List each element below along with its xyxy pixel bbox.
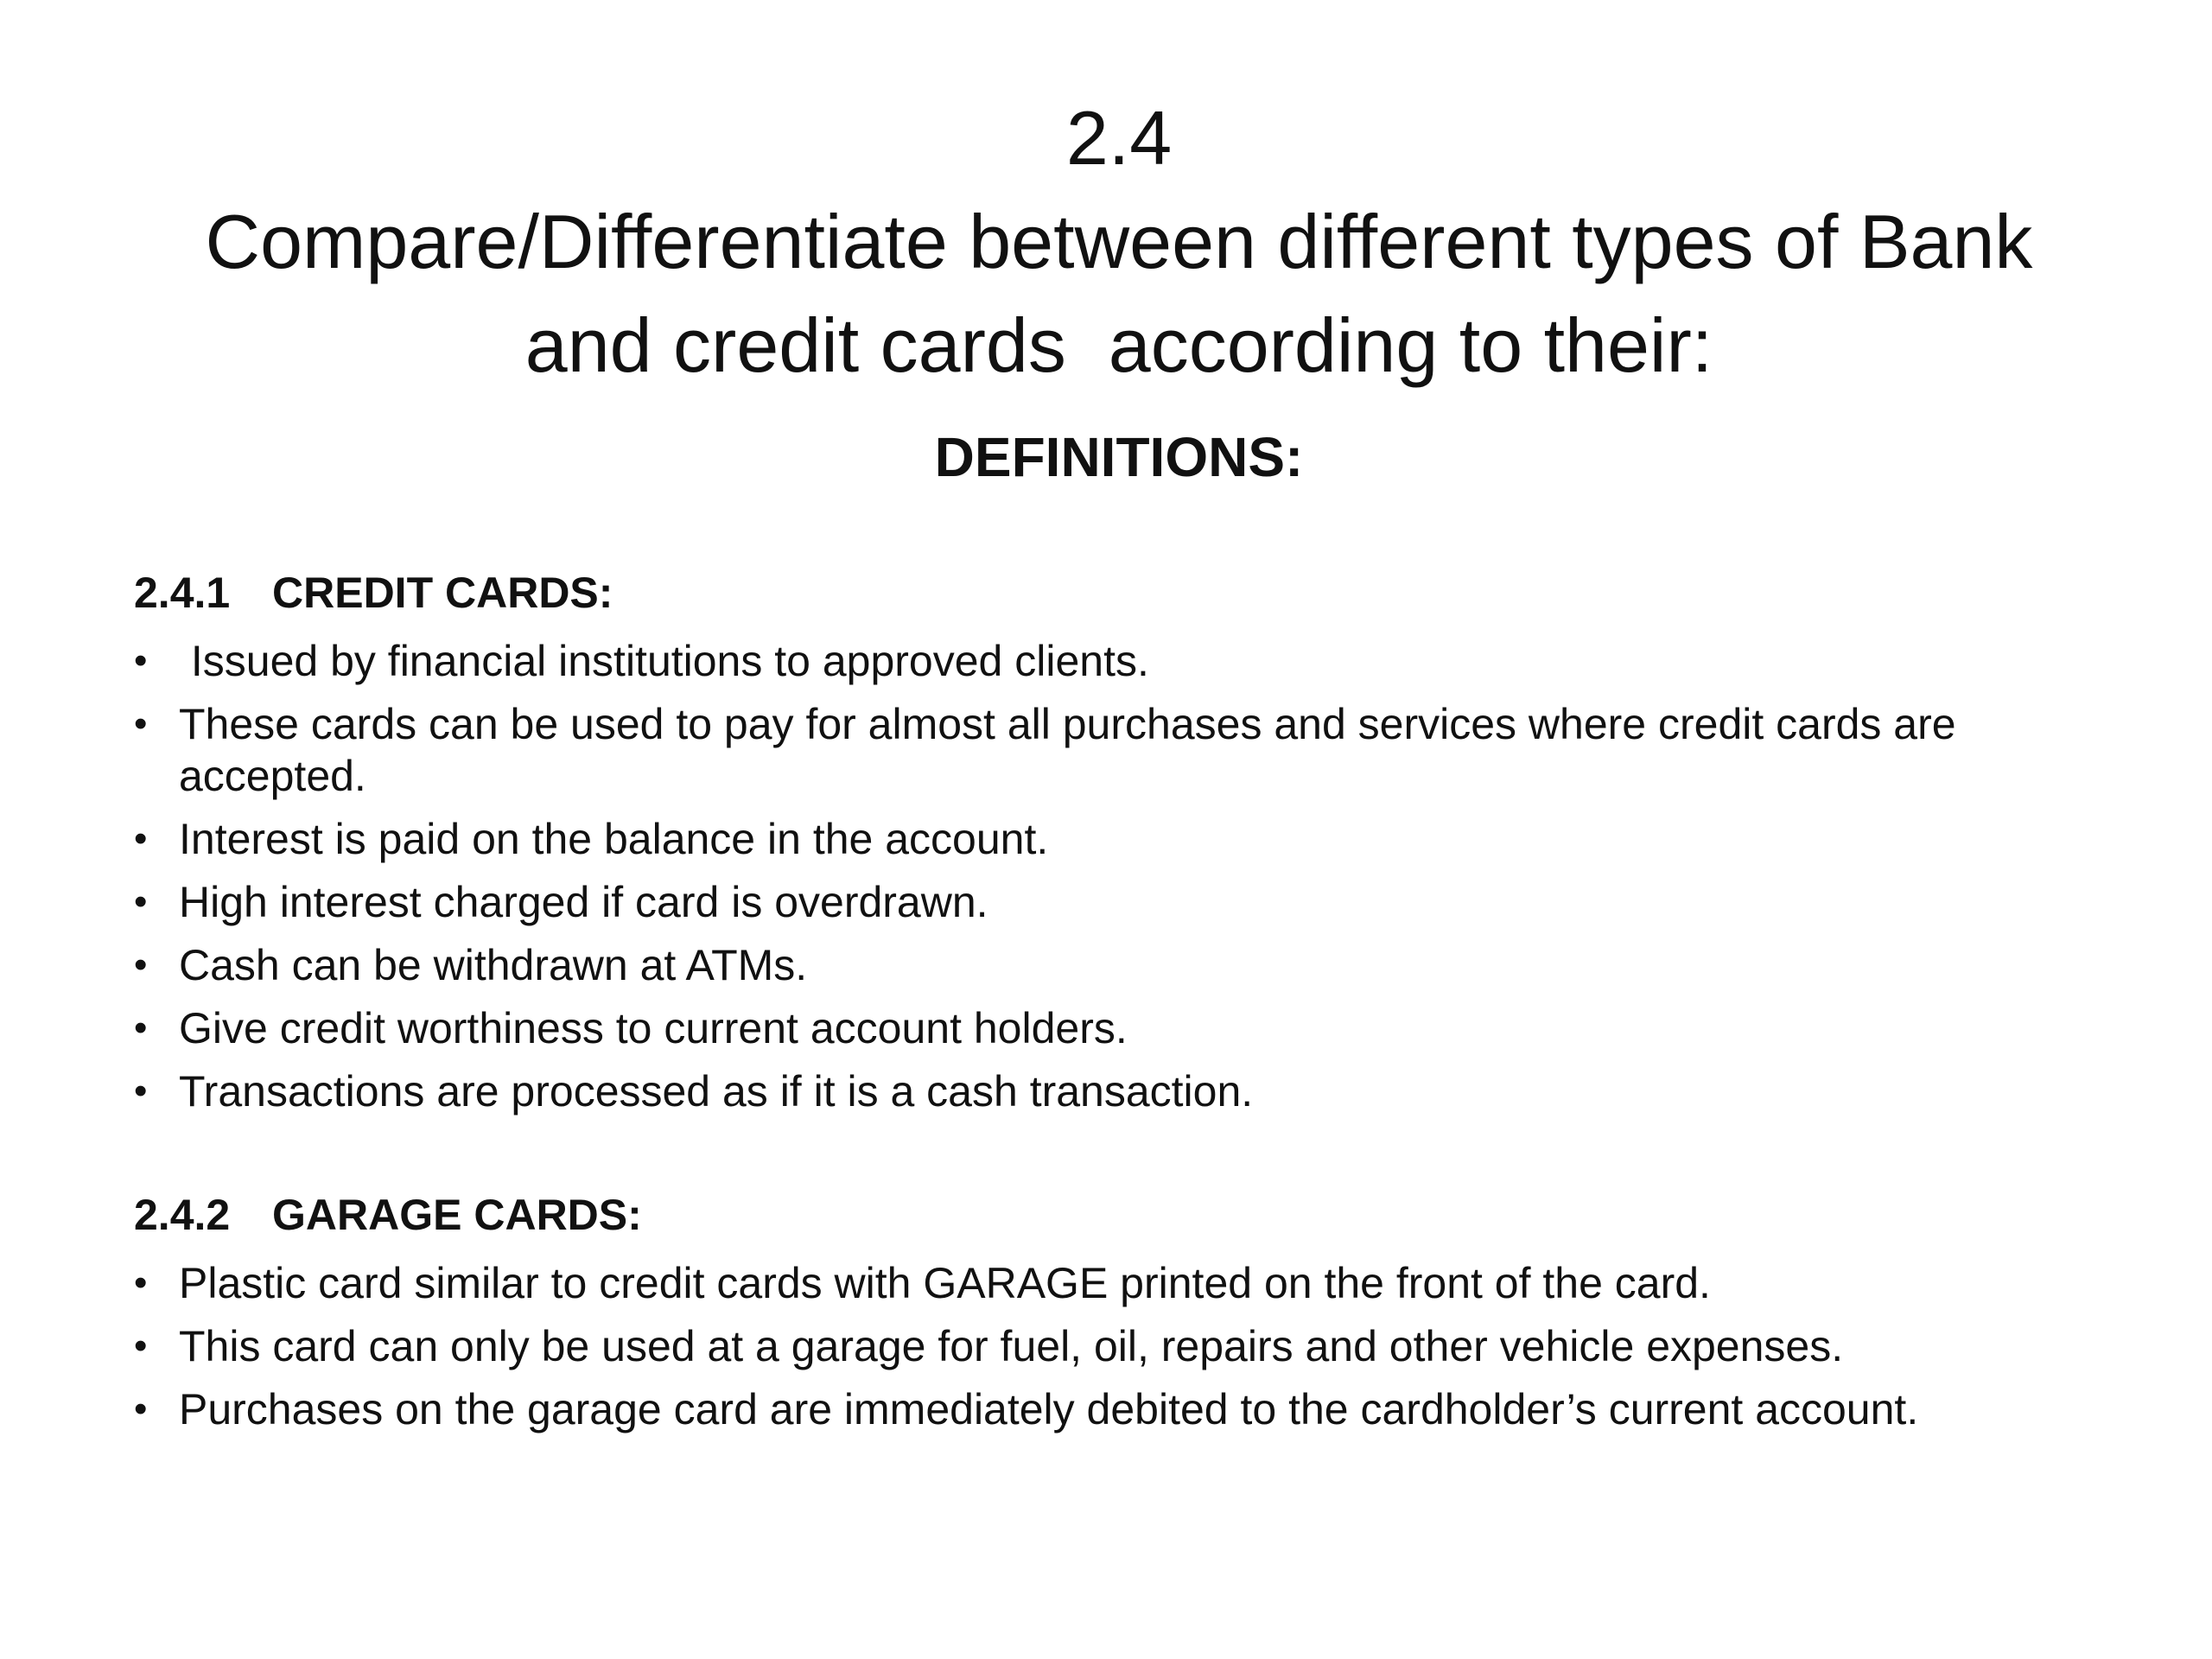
list-item: [134, 1257, 2121, 1309]
section-heading: [134, 1184, 2121, 1246]
bullet-list: [134, 1257, 2121, 1435]
bullet-icon: •: [134, 880, 148, 923]
list-item-text: Interest is paid on the balance in the account.: [179, 815, 1049, 863]
definitions-heading: DEFINITIONS:: [934, 426, 1304, 488]
bullet-icon: •: [134, 1388, 148, 1430]
list-item-text: This card can only be used at a garage for fuel, oil, repairs and other vehicle expenses.: [179, 1322, 1844, 1370]
list-item-text: Cash can be withdrawn at ATMs.: [179, 941, 808, 989]
bullet-icon: •: [134, 944, 148, 986]
section-number: 2.4.1: [134, 569, 231, 617]
title-line-2: and credit cards according to their:: [524, 302, 1713, 388]
section-number: 2.4.2: [134, 1191, 231, 1239]
list-item: [134, 698, 2121, 802]
section-heading: [134, 562, 2121, 624]
list-item: [134, 939, 2121, 991]
bullet-icon: •: [134, 639, 148, 682]
list-item-text: Issued by financial institutions to approved clients.: [179, 637, 1149, 685]
bullet-list: [134, 635, 2121, 1117]
bullet-icon: •: [134, 817, 148, 860]
list-item: [134, 1383, 2121, 1435]
slide-title: [104, 86, 2134, 397]
section-title: GARAGE CARDS:: [272, 1191, 642, 1239]
section-garage-cards: [134, 1184, 2121, 1435]
list-item: [134, 1320, 2121, 1372]
bullet-icon: •: [134, 1325, 148, 1367]
list-item-text: Give credit worthiness to current account holders.: [179, 1004, 1128, 1052]
list-item-text: High interest charged if card is overdrawn.: [179, 878, 988, 926]
title-line-1: Compare/Differentiate between different types of Bank: [205, 199, 2033, 284]
list-item: [134, 876, 2121, 928]
bullet-icon: •: [134, 702, 148, 745]
list-item: [134, 635, 2121, 687]
bullet-icon: •: [134, 1007, 148, 1049]
list-item-text: Plastic card similar to credit cards with GARAGE printed on the front of the card.: [179, 1259, 1711, 1307]
bullet-icon: •: [134, 1262, 148, 1304]
list-item-text: Transactions are processed as if it is a cash transaction.: [179, 1067, 1254, 1116]
bullet-icon: •: [134, 1070, 148, 1112]
list-item: [134, 813, 2121, 865]
section-title: CREDIT CARDS:: [272, 569, 613, 617]
title-number: 2.4: [1065, 95, 1173, 181]
list-item-text: Purchases on the garage card are immediately debited to the cardholder’s current account.: [179, 1385, 1919, 1433]
section-credit-cards: [134, 562, 2121, 1117]
list-item: [134, 1065, 2121, 1117]
list-item: [134, 1002, 2121, 1054]
list-item-text: These cards can be used to pay for almost all purchases and services where credit cards are accepted.: [179, 700, 1956, 800]
